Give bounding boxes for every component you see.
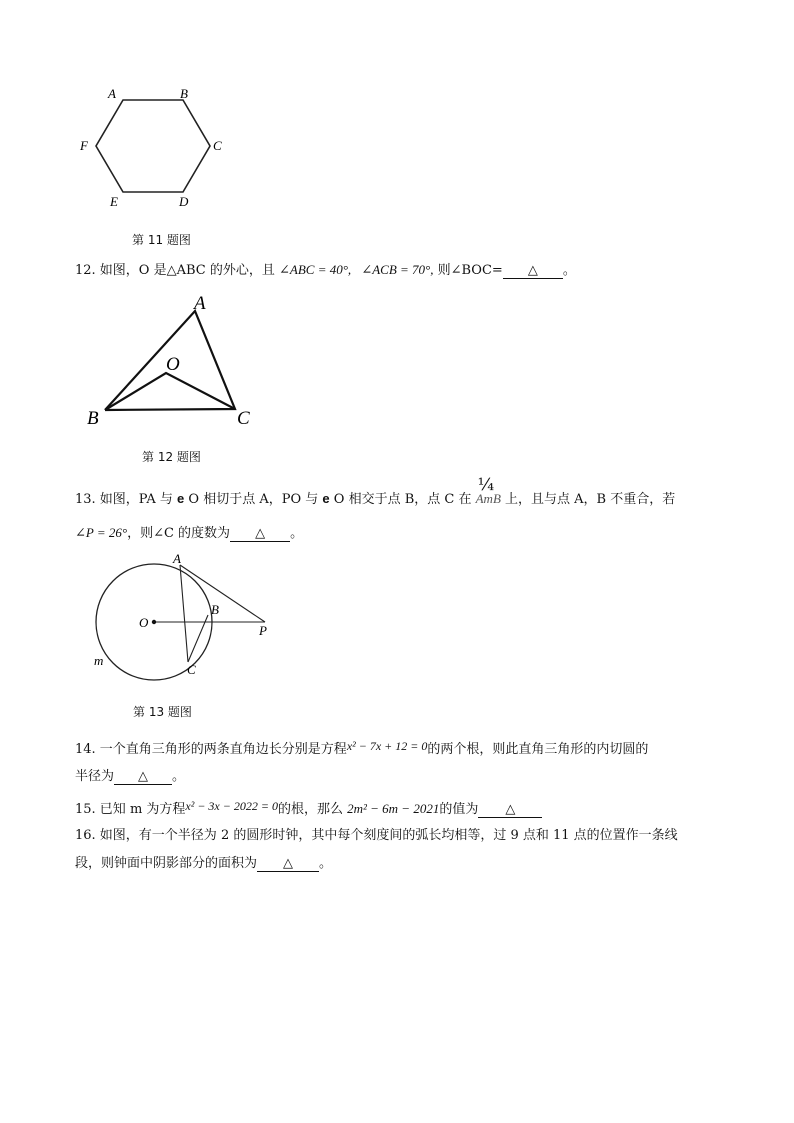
fig11-caption: 第 11 题图: [132, 233, 191, 247]
label-O: O: [166, 354, 180, 375]
q13-angle-p: ∠P = 26°: [75, 525, 128, 540]
label-A: A: [173, 551, 181, 566]
q14-suffix: 的两个根，则此直角三角形的内切圆的: [427, 742, 649, 757]
q13-line1-end: 上，且与点 A，B 不重合，若: [505, 492, 676, 507]
q15-mid: 的根，那么: [277, 802, 343, 817]
q15-answer-blank[interactable]: △: [478, 803, 542, 818]
fig12-caption: 第 12 题图: [142, 450, 201, 464]
center-point: [152, 620, 156, 624]
label-A: A: [194, 293, 206, 314]
label-O: O: [139, 615, 149, 630]
label-m: m: [94, 653, 104, 668]
question-12: [75, 262, 576, 279]
label-B: B: [211, 602, 219, 617]
q16-end: 。: [319, 856, 333, 871]
arc-mark: ¼: [477, 475, 495, 495]
hexagon-figure: [70, 80, 240, 215]
q13-o1: O 相切于点 A，PO 与: [188, 492, 319, 507]
triangle-figure: [82, 290, 262, 430]
circle-symbol-2: e: [322, 491, 330, 506]
label-D: D: [179, 194, 189, 209]
q13-line1: 13. 如图，PA 与: [75, 492, 173, 507]
q13-answer-blank[interactable]: △: [230, 527, 290, 542]
q15-expression: 2m² − 6m − 2021: [347, 801, 440, 816]
label-B: B: [87, 408, 99, 429]
q13-o2: O 相交于点 B，点 C 在: [333, 492, 472, 507]
q12-angle-abc: ∠ABC = 40°,: [279, 262, 352, 277]
q14-equation: x² − 7x + 12 = 0: [346, 739, 428, 753]
q16-line2: 段，则钟面中阴影部分的面积为: [75, 856, 258, 871]
label-P: P: [259, 623, 267, 638]
fig13-caption: 第 13 题图: [133, 705, 192, 719]
q14-prefix: 14. 一个直角三角形的两条直角边长分别是方程: [75, 742, 347, 757]
q14-line2: 半径为: [75, 769, 115, 784]
hexagon-shape: [96, 100, 210, 192]
question-14-line1: [75, 741, 648, 758]
label-C: C: [187, 662, 196, 677]
label-E: E: [110, 194, 118, 209]
question-16-line2: [75, 856, 332, 872]
label-A: A: [108, 86, 116, 101]
q12-answer-blank[interactable]: △: [503, 264, 563, 279]
q13-line2-mid: ，则∠C 的度数为: [127, 526, 231, 541]
q15-suffix: 的值为: [439, 802, 479, 817]
tangent-pa: [180, 565, 265, 622]
q13-end: 。: [290, 526, 304, 541]
circle-symbol: e: [177, 491, 185, 506]
q14-answer-blank[interactable]: △: [114, 770, 172, 785]
question-14-line2: [75, 769, 185, 785]
q12-prefix: 12. 如图，O 是△ABC 的外心，且: [75, 263, 275, 278]
q15-equation: x² − 3x − 2022 = 0: [185, 799, 278, 813]
q12-angle-acb: ∠ACB = 70°,: [361, 262, 434, 277]
label-F: F: [80, 138, 88, 153]
q16-answer-blank[interactable]: △: [257, 857, 319, 872]
arc-amb: AmB: [475, 491, 501, 506]
segments-bo-oc: [105, 373, 235, 410]
question-15: [75, 801, 542, 818]
chord-ac: [180, 565, 188, 662]
q16-line1: 16. 如图，有一个半径为 2 的圆形时钟，其中每个刻度间的弧长均相等，过 9 点和 11 点的位置作一条线: [75, 828, 678, 843]
circle-tangent-figure: [85, 548, 285, 688]
question-16-line1: [75, 828, 678, 844]
q12-mid: 则∠BOC=: [437, 263, 503, 278]
label-C: C: [237, 408, 250, 429]
label-B: B: [180, 86, 188, 101]
question-13-line1: [75, 475, 676, 508]
q12-end: 。: [562, 263, 576, 278]
label-C: C: [213, 138, 222, 153]
question-13-line2: [75, 525, 303, 542]
q14-end: 。: [172, 769, 186, 784]
q15-prefix: 15. 已知 m 为方程: [75, 802, 186, 817]
